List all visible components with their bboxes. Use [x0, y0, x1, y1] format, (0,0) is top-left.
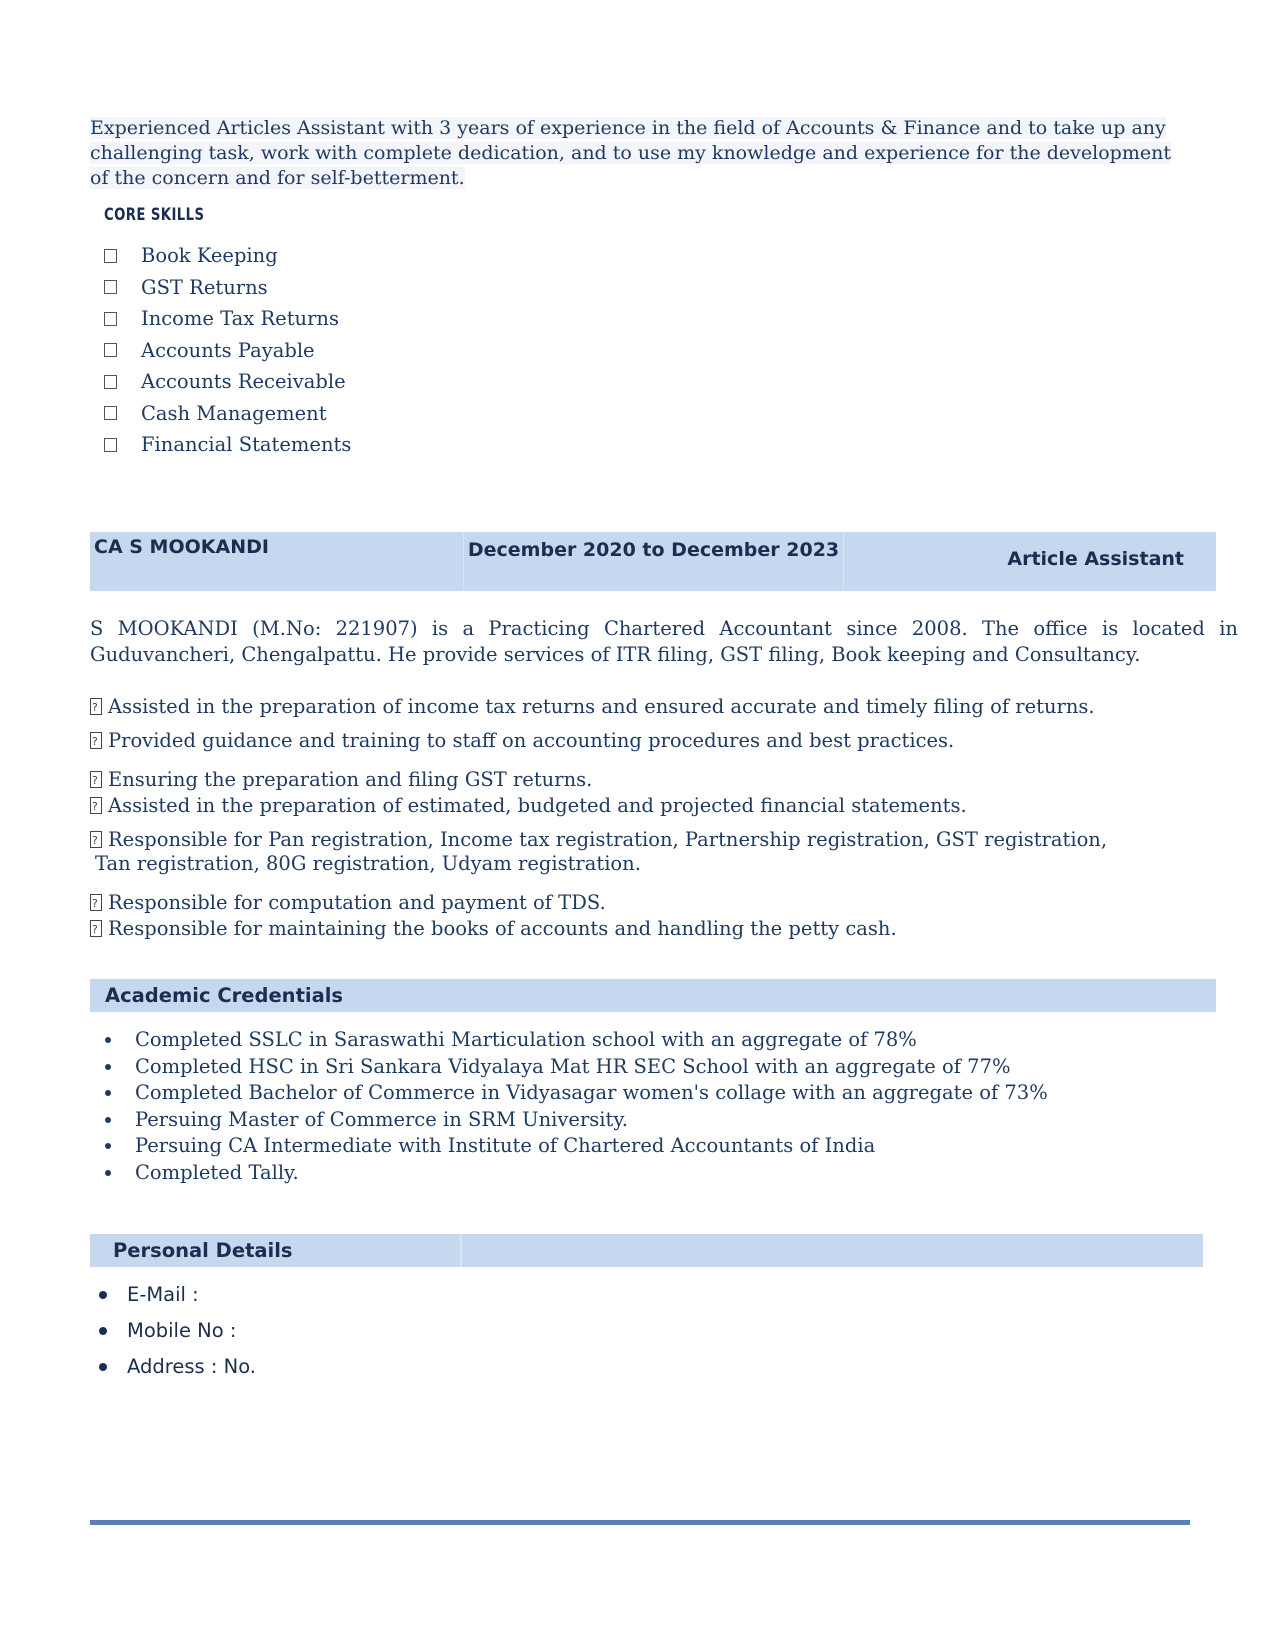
- checkbox-icon: [104, 249, 117, 263]
- personal-item-email: E-Mail :: [99, 1277, 256, 1313]
- skill-item: Income Tax Returns: [104, 303, 351, 335]
- firm-name: CA S MOOKANDI: [90, 532, 464, 591]
- checkbox-icon: [104, 343, 117, 357]
- checkbox-icon: [104, 312, 117, 326]
- academic-item: Completed Bachelor of Commerce in Vidyasagar women's collage with an aggregate of 73%: [105, 1080, 1048, 1107]
- duty-item: ?Ensuring the preparation and filing GST returns.: [90, 768, 592, 792]
- checkbox-icon: [104, 375, 117, 389]
- bullet-icon: [99, 1291, 107, 1299]
- academic-item: Completed Tally.: [105, 1160, 1048, 1187]
- duty-item: ?Provided guidance and training to staff on accounting procedures and best practices.: [90, 729, 954, 753]
- experience-header: [90, 532, 1216, 591]
- missing-glyph-icon: [90, 698, 102, 715]
- missing-glyph-icon: [90, 920, 102, 937]
- bullet-icon: [105, 1117, 111, 1123]
- academic-item: Persuing Master of Commerce in SRM University.: [105, 1107, 1048, 1134]
- duty-item-continuation: Tan registration, 80G registration, Udyam registration.: [95, 852, 641, 875]
- checkbox-icon: [104, 438, 117, 452]
- academic-item: Completed HSC in Sri Sankara Vidyalaya Mat HR SEC School with an aggregate of 77%: [105, 1054, 1048, 1081]
- skill-item: GST Returns: [104, 272, 351, 304]
- academic-item: Persuing CA Intermediate with Institute of Chartered Accountants of India: [105, 1133, 1048, 1160]
- academic-heading: Academic Credentials: [90, 979, 1216, 1012]
- job-role: Article Assistant: [1007, 548, 1184, 570]
- skill-item: Accounts Receivable: [104, 366, 351, 398]
- bullet-icon: [105, 1064, 111, 1070]
- bullet-icon: [105, 1143, 111, 1149]
- personal-item-address: Address : No.: [99, 1349, 256, 1385]
- missing-glyph-icon: [90, 894, 102, 911]
- missing-glyph-icon: [90, 831, 102, 848]
- duty-item: ?Responsible for computation and payment of TDS.: [90, 891, 606, 915]
- duty-item: ?Responsible for Pan registration, Income tax registration, Partnership registration, GST registration,: [90, 828, 1107, 852]
- employment-period: December 2020 to December 2023: [464, 532, 844, 591]
- duty-item: ?Responsible for maintaining the books of accounts and handling the petty cash.: [90, 917, 897, 941]
- bullet-icon: [99, 1363, 107, 1371]
- bullet-icon: [99, 1327, 107, 1335]
- bullet-icon: [105, 1090, 111, 1096]
- personal-item-mobile: Mobile No :: [99, 1313, 256, 1349]
- academic-item: Completed SSLC in Saraswathi Marticulation school with an aggregate of 78%: [105, 1027, 1048, 1054]
- core-skills-list: [104, 240, 351, 461]
- skill-item: Accounts Payable: [104, 335, 351, 367]
- skill-item: Book Keeping: [104, 240, 351, 272]
- missing-glyph-icon: [90, 771, 102, 788]
- footer-rule: [90, 1520, 1190, 1525]
- personal-heading: Personal Details: [90, 1234, 1203, 1267]
- skill-item: Cash Management: [104, 398, 351, 430]
- duty-item: ?Assisted in the preparation of estimated, budgeted and projected financial statements.: [90, 794, 967, 818]
- academic-list: [105, 1027, 1048, 1186]
- heading-divider: [460, 1234, 462, 1267]
- bullet-icon: [105, 1170, 111, 1176]
- objective-text: Experienced Articles Assistant with 3 years of experience in the field of Accounts & Finance and to take up any challenging task, work with complete dedication, and to use my knowledge and experience for the development of the concern and for self-betterment.: [90, 117, 1171, 189]
- skill-item: Financial Statements: [104, 429, 351, 461]
- bullet-icon: [105, 1037, 111, 1043]
- personal-list: [99, 1277, 256, 1385]
- checkbox-icon: [104, 406, 117, 420]
- core-skills-heading: CORE SKILLS: [104, 205, 205, 225]
- duty-item: ?Assisted in the preparation of income tax returns and ensured accurate and timely filing of returns.: [90, 695, 1095, 719]
- career-objective: [90, 116, 1180, 191]
- firm-description: S MOOKANDI (M.No: 221907) is a Practicing Chartered Accountant since 2008. The office is located in Guduvancheri, Chengalpattu. He provide services of ITR filing, GST filing, Book keeping and Consultancy.: [90, 617, 1238, 666]
- missing-glyph-icon: [90, 797, 102, 814]
- checkbox-icon: [104, 280, 117, 294]
- missing-glyph-icon: [90, 732, 102, 749]
